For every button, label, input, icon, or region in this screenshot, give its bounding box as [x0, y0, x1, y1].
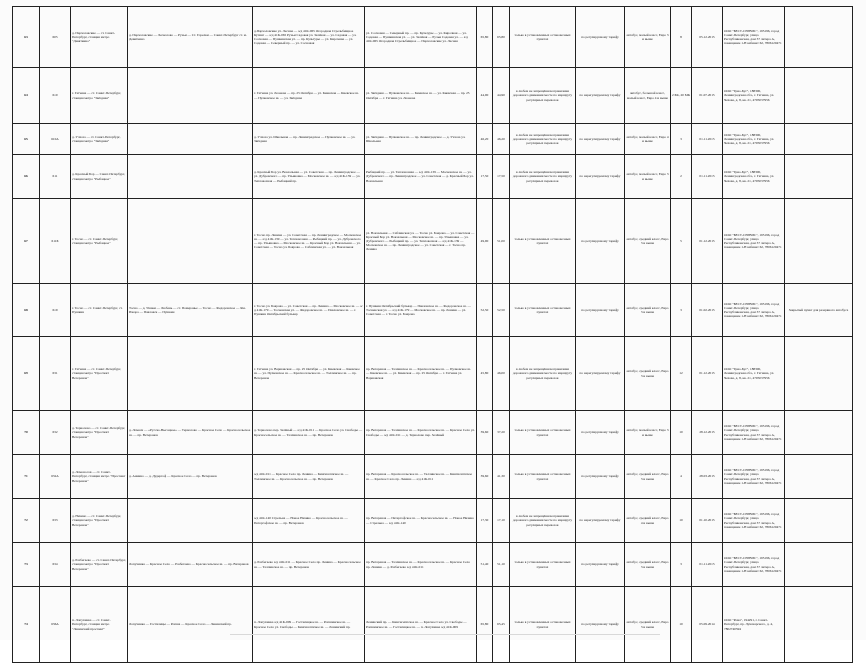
route-note	[785, 411, 853, 455]
length-forward: 49,90	[477, 199, 493, 284]
length-forward: 65,80	[477, 7, 493, 68]
intermediate-stops: Лопухинка — Гостилицы — Ропша — Красное Село — Ленинский пр.	[128, 587, 253, 663]
route-code: 636А	[40, 587, 71, 663]
row-number: 63	[13, 7, 40, 68]
tariff-type: по регулируемому тарифу	[576, 543, 625, 587]
row-number: 65	[13, 124, 40, 155]
table-row	[13, 411, 853, 455]
tariff-type: по нерегулируемому тарифу	[576, 337, 625, 411]
tariff-type: по регулируемому тарифу	[576, 7, 625, 68]
route-note	[785, 587, 853, 663]
table-row	[13, 68, 853, 124]
vehicle-class: автобус, большой класс, малый класс, Евро 4 и выше	[625, 68, 671, 124]
streets-forward: д. Учхоза ул. Школьная — пр. Ленинградское — Пулковское ш. — ул. Звёздная	[253, 124, 365, 155]
carrier-info: ООО "БЕСТ-СЕРВИС", 195196, город Санкт-Петербург, улица Республиканская, дом 37 литера А, помещение 1-Н кабинет 62, 7806120471	[723, 543, 785, 587]
streets-backward: пр. Ветеранов — Таллинское ш. — Красносельское ш. — Красное Село пр. Ленина — д. Разбегаево а/д 41К-011	[365, 543, 477, 587]
route-note	[785, 124, 853, 155]
streets-forward: г. Тосно ул. Боярова — ул. Советская — пр. Ленина — Московское ш. — а/д 41К-179 — Тосненская ул. — Федоровское ш. — Павловское ш. — г. Пушкин Октябрьский бульвар	[253, 284, 365, 337]
carrier-info: ООО "БЕСТ-СЕРВИС", 195196, город Санкт-Петербург, улица Республиканская, дом 37 литера А, помещение 1-Н кабинет 62, 7806120471	[723, 499, 785, 543]
tariff-type: по нерегулируемому тарифу	[576, 499, 625, 543]
route-note	[785, 199, 853, 284]
table-row	[13, 284, 853, 337]
row-number: 72	[13, 499, 40, 543]
length-backward: 52,50	[493, 284, 510, 337]
route-code: 632	[40, 411, 71, 455]
streets-backward: пр. Ветеранов — Красносельское ш. — Таллинское ш. — Кингисеппское ш. — Красное Село пр. Ленина — а/д 41К-011	[365, 455, 477, 499]
route-note	[785, 155, 853, 199]
route-name: г. Гатчина — ст. Санкт-Петербург, станция метро "Проспект Ветеранов"	[71, 337, 128, 411]
route-note	[785, 337, 853, 411]
table-row	[13, 199, 853, 284]
streets-forward: а/д 41К-140 Стрельна — Новое Низино — Красносельское ш. — Петергофское ш. — пр. Ветеранов	[253, 499, 365, 543]
vehicle-class: автобус, средний класс, Евро 4 и выше	[625, 499, 671, 543]
streets-forward: г. Гатчина ул. Варшавская — пр. 25 Октября — ул. Киевская — Киевское ш. — ул. Пулковское ш. — Красносельское ш. — Таллинское ш. — пр. Ветеранов	[253, 337, 365, 411]
length-forward: 17,50	[477, 155, 493, 199]
length-forward: 52,50	[477, 284, 493, 337]
length-backward: 46,00	[493, 337, 510, 411]
start-date: 01.07.2015	[692, 68, 723, 124]
streets-backward: ул. Звёздная — Пулковское ш. — Киевское ш. — ул. Киевская — пр. 25 Октября — г. Гатчина ул. Леонова	[365, 68, 477, 124]
stop-procedure: в любом не запрещённом правилами дорожного движения месте по маршруту регулярных перевозок	[510, 68, 576, 124]
vehicle-class: автобус, малый класс, Евро 3 и выше	[625, 155, 671, 199]
intermediate-stops: д. Ломаси — «Русско-Высоцкое» — Терволово — Красное Село — Красносельское ш. — пр. Ветеранов	[128, 411, 253, 455]
streets-forward: п. Лопухинка а/д 41К-009 — Гостилицкое ш. — Ропшинское ш. — Красное Село ул. Свободы — Кингисеппское ш. — Ленинский пр.	[253, 587, 365, 663]
length-backward: 37,20	[493, 411, 510, 455]
route-name: д. Терволово — ст. Санкт-Петербург, станция метро "Проспект Ветеранов"	[71, 411, 128, 455]
start-date: 01.10.2015	[692, 499, 723, 543]
table-row	[13, 543, 853, 587]
length-forward: 39,60	[477, 411, 493, 455]
length-backward: 41,30	[493, 455, 510, 499]
route-note: Закрытый пункт для резервного автобуса	[785, 284, 853, 337]
streets-backward: пр. Ветеранов — Таллинское ш. — Красносельское ш. — Красное Село ул. Свободы — а/д 41К-011 — д. Терволово пер. Зелёный	[365, 411, 477, 455]
intermediate-stops	[128, 499, 253, 543]
route-code: 619	[40, 284, 71, 337]
tariff-type: по нерегулируемому тарифу	[576, 68, 625, 124]
vehicle-class: автобус, средний класс, Евро 3 и выше	[625, 543, 671, 587]
start-date: 28.03.2015	[692, 455, 723, 499]
length-backward: 65,45	[493, 587, 510, 663]
stop-procedure: только в установленных остановочных пунктах	[510, 455, 576, 499]
route-name: г. Тосно — ст. Санкт-Петербург, станция метро "Рыбацкое"	[71, 199, 128, 284]
streets-backward: ул. Вокзальная — Саблинская ул. — Тосно ул. Боярова — ул. Советская — Красный Бор ул. Вокзальная — Московское ш. — пр. Ульяновка — ул. Дубровского — Рыбацкий пр. — ул. Тепловозная — а/д 41К-139 — Московское ш. — пр. Ленинградское — ул. Советская — г. Тосно пр. Ленина	[365, 199, 477, 284]
table-row	[13, 7, 853, 68]
row-number: 74	[13, 587, 40, 663]
stop-procedure: в любом не запрещённом правилами дорожного движения месте по маршруту регулярных перевозок	[510, 499, 576, 543]
vehicle-count: 10	[671, 499, 692, 543]
tariff-type: по регулируемому тарифу	[576, 411, 625, 455]
row-number: 66	[13, 155, 40, 199]
carrier-info: ООО "Трио-Бус", 188300, Ленинградская обл., г. Гатчина, ул. Чехова, д. 8, кв. 21, 4705037956	[723, 124, 785, 155]
route-name: д. Ломоносов — ст. Санкт-Петербург, станция метро "Проспект Ветеранов"	[71, 455, 128, 499]
route-code: 605	[40, 7, 71, 68]
start-date: 01.12.2015	[692, 337, 723, 411]
route-name: д. Низино — ст. Санкт-Петербург, станция метро "Проспект Ветеранов"	[71, 499, 128, 543]
streets-forward: а/д 41К-011 — Красное Село пр. Ленина — Кингисеппское ш. — Таллинское ш. — Красносельское ш. — пр. Ветеранов	[253, 455, 365, 499]
length-forward: 51,40	[477, 543, 493, 587]
start-date: 05.09.2014	[692, 587, 723, 663]
route-code: 634	[40, 543, 71, 587]
stop-procedure: в любом не запрещённом правилами дорожного движения месте по маршруту регулярных перевозок	[510, 155, 576, 199]
intermediate-stops: Лопухинка — Красное Село — Разбегаево — Красносельское ш. — пр. Ветеранов	[128, 543, 253, 587]
intermediate-stops	[128, 68, 253, 124]
carrier-info: ООО "Рома", 194291, г. Санкт-Петербург, пр. Луначарского, д. 4, 7802740594	[723, 587, 785, 663]
route-code: 631	[40, 337, 71, 411]
vehicle-count: 5	[671, 199, 692, 284]
route-name: д. Учхоза — ст. Санкт-Петербург, станция метро "Звёздная"	[71, 124, 128, 155]
tariff-type: по регулируемому тарифу	[576, 587, 625, 663]
row-number: 69	[13, 337, 40, 411]
streets-backward: Рыбацкий пр. — ул. Тепловозная — а/д 41К-139 — Московское ш. — ул. Дубровского — пр. Ленинградское — ул. Советская — д. Красный Бор ул. Вокзальная	[365, 155, 477, 199]
route-name: д. Пархоловские — ст. Санкт-Петербург, станция метро "Девяткино"	[71, 7, 128, 68]
route-name: д. Разбегаево — ст. Санкт-Петербург, станция метро "Проспект Ветеранов"	[71, 543, 128, 587]
length-backward: 44,90	[493, 68, 510, 124]
start-date: 28.12.2015	[692, 411, 723, 455]
vehicle-count: 8	[671, 7, 692, 68]
table-row	[13, 337, 853, 411]
streets-forward: г. Гатчина ул. Леонова — пр. 25 Октября — ул. Киевская — Киевское ш. — Пулковское ш. — ул. Звёздная	[253, 68, 365, 124]
carrier-info: ООО "Трио-Бус", 188300, Ленинградская обл., г. Гатчина, ул. Чехова, д. 8, кв. 21, 4705037956	[723, 155, 785, 199]
length-forward: 46,20	[477, 124, 493, 155]
vehicle-count: 10	[671, 587, 692, 663]
start-date: 01.11.2015	[692, 124, 723, 155]
intermediate-stops: д. Аннино — д. Дудергоф — Красное Село — пр. Ветеранов	[128, 455, 253, 499]
vehicle-class: автобус, средний класс, Евро 3 и выше	[625, 455, 671, 499]
carrier-info: ООО "Трио-Бус", 188300, Ленинградская обл., г. Гатчина, ул. Чехова, д. 8, кв. 21, 4705037956	[723, 337, 785, 411]
route-code: 632А	[40, 455, 71, 499]
tariff-type: по регулируемому тарифу	[576, 455, 625, 499]
stop-procedure: только в установленных остановочных пунктах	[510, 284, 576, 337]
vehicle-class: автобус, средний класс, Евро 3 и выше	[625, 587, 671, 663]
vehicle-count: 3	[671, 543, 692, 587]
table-row	[13, 155, 853, 199]
vehicle-class: автобус, средний класс, Евро 3 и выше	[625, 199, 671, 284]
route-code: 610	[40, 68, 71, 124]
route-note	[785, 499, 853, 543]
vehicle-count: 4	[671, 455, 692, 499]
intermediate-stops: д. Пархоловские — Лесколово — Ручьи — Ст. Горелки — Санкт-Петербург ст. м. Девяткино	[128, 7, 253, 68]
streets-forward: д. Терволово пер. Зелёный — а/д 41К-011 — Красное Село ул. Свободы — Красносельское ш. — Таллинское ш. — пр. Ветеранов	[253, 411, 365, 455]
table-row	[13, 587, 853, 663]
length-forward: 17,30	[477, 499, 493, 543]
stop-procedure: в любом не запрещённом правилами дорожного движения месте по маршруту регулярных перевозок	[510, 337, 576, 411]
streets-backward: пр. Ветеранов — Таллинское ш. — Красносельское ш. — Пулковское ш. — Киевское ш. — ул. Киевская — пр. 25 Октября — г. Гатчина ул. Варшавская	[365, 337, 477, 411]
route-code: 633	[40, 499, 71, 543]
row-number: 68	[13, 284, 40, 337]
routes-register-table	[12, 6, 853, 663]
length-forward: 44,90	[477, 68, 493, 124]
row-number: 64	[13, 68, 40, 124]
tariff-type: по нерегулируемому тарифу	[576, 124, 625, 155]
start-date: 05.12.2015	[692, 7, 723, 68]
row-number: 71	[13, 455, 40, 499]
stop-procedure: только в установленных остановочных пунктах	[510, 587, 576, 663]
table-row	[13, 499, 853, 543]
start-date: 01.11.2015	[692, 155, 723, 199]
vehicle-class: автобус, малый класс, Евро 3 и выше	[625, 7, 671, 68]
length-backward: 51,00	[493, 199, 510, 284]
route-note	[785, 68, 853, 124]
route-code: 610А	[40, 124, 71, 155]
stop-procedure: только в установленных остановочных пунктах	[510, 199, 576, 284]
start-date: 01.12.2015	[692, 199, 723, 284]
length-forward: 45,80	[477, 337, 493, 411]
carrier-info: ООО "БЕСТ-СЕРВИС", 195196, город Санкт-Петербург, улица Республиканская, дом 37 литера А, помещение 1-Н кабинет 62, 7806120471	[723, 199, 785, 284]
route-name: д. Красный Бор — Санкт-Петербург, станция метро "Рыбацкое"	[71, 155, 128, 199]
vehicle-count: 3	[671, 124, 692, 155]
vehicle-class: автобус, малый класс, Евро 4 и выше	[625, 124, 671, 155]
intermediate-stops	[128, 155, 253, 199]
streets-forward: д.Пархоловские ул. Лесная — а/д 41К-065 Огородная Стрельбищное Кутинг — а/д 41К-065 Ручьи Садовая ул. Зелёная — ул. Садовая — ул. Сосновая — Пушкинская ул. — пр. Культуры — ул. Кирочная — ул. Садовая — Северный пр. — ул. Сосновая	[253, 7, 365, 68]
vehicle-class: автобус, средний класс, Евро 3 и выше	[625, 337, 671, 411]
streets-backward: ул. Сосновая — Северный пр. — пр. Культуры — ул. Кирочная — ул. Садовая — Пушкинская ул. — ул. Зелёная — Ручьи Садовая ул. — а/д 41К-065 Огородная Стрельбищное — Пархоловские ул. Лесная	[365, 7, 477, 68]
length-backward: 65,80	[493, 7, 510, 68]
streets-forward: г. Тосно пр. Ленина — ул. Советская — пр. Ленинградское — Московское ш. — а/д 41К-139 — ул. Тепловозная — Рыбацкий пр. — ул. Дубровского — пр. Ульяновка — Московское ш. — Красный Бор ул. Вокзальная — ул. Советская — Тосно ул. Боярова — Саблинская ул. — ул. Вокзальная	[253, 199, 365, 284]
intermediate-stops	[128, 337, 253, 411]
length-forward: 65,80	[477, 587, 493, 663]
stop-procedure: в любом не запрещённом правилами дорожного движения месте по маршруту регулярных перевозок	[510, 124, 576, 155]
tariff-type: по регулируемому тарифу	[576, 199, 625, 284]
start-date: 01.11.2015	[692, 543, 723, 587]
tariff-type: по нерегулируемому тарифу	[576, 155, 625, 199]
route-note	[785, 7, 853, 68]
route-name: г. Гатчина — ст. Санкт-Петербург, станция метро "Звёздная"	[71, 68, 128, 124]
route-name: г. Тосно — ст. Санкт-Петербург, ст. Пушкин	[71, 284, 128, 337]
vehicle-count: 2 БК, 20 МК	[671, 68, 692, 124]
vehicle-class: автобус, малый класс, Евро 3 и выше	[625, 411, 671, 455]
row-number: 67	[13, 199, 40, 284]
streets-backward: пр. Ветеранов — Петергофское ш. — Красносельское ш. — Новое Низино — Стрельна — а/д 41К-140	[365, 499, 477, 543]
stop-procedure: только в установленных остановочных пунктах	[510, 411, 576, 455]
intermediate-stops	[128, 199, 253, 284]
route-note	[785, 543, 853, 587]
streets-backward: г. Пушкин Октябрьский бульвар — Павловское ш. — Федоровское ш. — Тосненская ул. — а/д 41К-179 — Московское ш. — пр. Ленина — ул. Советская — г. Тосно ул. Боярова	[365, 284, 477, 337]
length-backward: 17,10	[493, 499, 510, 543]
vehicle-count: 12	[671, 337, 692, 411]
route-code: 611	[40, 155, 71, 199]
streets-backward: ул. Звёздная — Пулковское ш. — пр. Ленинградское — д. Учхоза ул. Школьная	[365, 124, 477, 155]
table-row	[13, 455, 853, 499]
row-number: 70	[13, 411, 40, 455]
carrier-info: ООО "БЕСТ-СЕРВИС", 195196, город Санкт-Петербург, улица Республиканская, дом 37 литера А, помещение 1-Н кабинет 62, 7806120471	[723, 7, 785, 68]
carrier-info: ООО "БЕСТ-СЕРВИС", 195196, город Санкт-Петербург, улица Республиканская, дом 37 литера А, помещение 1-Н кабинет 62, 7806120471	[723, 455, 785, 499]
route-name: п. Лопухинка — ст. Санкт-Петербург, станция метро "Ленинский проспект"	[71, 587, 128, 663]
vehicle-count: 3	[671, 284, 692, 337]
length-backward: 46,20	[493, 124, 510, 155]
carrier-info: ООО "БЕСТ-СЕРВИС", 195196, город Санкт-Петербург, улица Республиканская, дом 37 литера А, помещение 1-Н кабинет 62, 7806120471	[723, 284, 785, 337]
streets-backward: Ленинский пр. — Кингисеппское ш. — Красное Село ул. Свободы — Ропшинское ш. — Гостилицкое ш. — п. Лопухинка а/д 41К-009	[365, 587, 477, 663]
length-backward: 17,50	[493, 155, 510, 199]
streets-forward: д. Красный Бор ул. Вокзальная — ул. Советская — пр. Ленинградское — ул. Дубровского — пр. Ульяновка — Московское ш. — а/д 41К-139 — ул. Тепловозная — Рыбацкий пр.	[253, 155, 365, 199]
carrier-info: ООО "БЕСТ-СЕРВИС", 195196, город Санкт-Петербург, улица Республиканская, дом 37 литера А, помещение 1-Н кабинет 62, 7806120471	[723, 411, 785, 455]
stop-procedure: только в установленных остановочных пунктах	[510, 543, 576, 587]
route-code: 611Б	[40, 199, 71, 284]
vehicle-count: 10	[671, 411, 692, 455]
tariff-type: по регулируемому тарифу	[576, 284, 625, 337]
intermediate-stops	[128, 124, 253, 155]
row-number: 73	[13, 543, 40, 587]
stop-procedure: только в установленных остановочных пунктах	[510, 7, 576, 68]
start-date: 01.02.2015	[692, 284, 723, 337]
route-note	[785, 455, 853, 499]
carrier-info: ООО "Трио-Бус", 188300, Ленинградская обл., г. Гатчина, ул. Чехова, д. 8, кв. 21, 4705037956	[723, 68, 785, 124]
streets-forward: д. Разбегаево а/д 41К-011 — Красное Село пр. Ленина — Красносельское ш. — Таллинское ш. — пр. Ветеранов	[253, 543, 365, 587]
length-forward: 39,60	[477, 455, 493, 499]
vehicle-count: 2	[671, 155, 692, 199]
intermediate-stops: Тосно — д. Ушаки — Любань — ст. Померанье — Тосно — Федоровское — Ям-Ижора — Павловск — Пушкин	[128, 284, 253, 337]
vehicle-class: автобус, средний класс, Евро 3 и выше	[625, 284, 671, 337]
length-backward: 51,10	[493, 543, 510, 587]
table-row	[13, 124, 853, 155]
page-footer-rule	[230, 634, 660, 635]
